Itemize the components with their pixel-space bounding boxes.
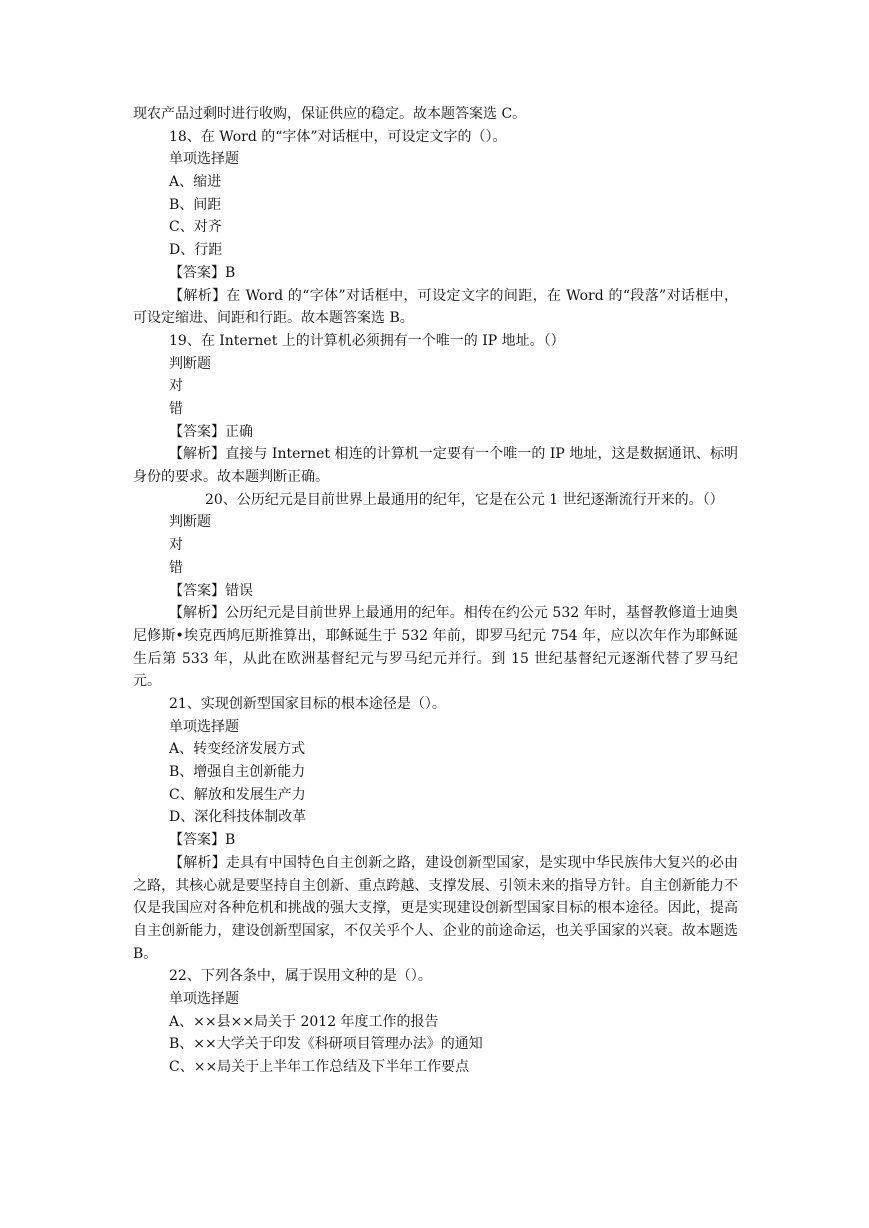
question-type: 单项选择题 <box>169 151 239 168</box>
option-true: 对 <box>169 537 183 554</box>
answer: 【答案】B <box>169 832 236 849</box>
question-type: 单项选择题 <box>169 718 239 735</box>
question-type: 单项选择题 <box>169 991 239 1008</box>
option-b: B、间距 <box>169 196 222 213</box>
question-21-stem: 21、实现创新型国家目标的根本途径是（）。 <box>169 696 446 713</box>
option-b: B、××大学关于印发《科研项目管理办法》的通知 <box>169 1036 483 1053</box>
explanation: 【解析】在 Word 的“字体”对话框中，可设定文字的间距，在 Word 的“段落”对话框中，可设定缩进、间距和行距。故本题答案选 B。 <box>133 287 738 327</box>
option-false: 错 <box>169 400 183 417</box>
question-19-stem: 19、在 Internet 上的计算机必须拥有一个唯一的 IP 地址。（） <box>169 332 565 349</box>
option-false: 错 <box>169 559 183 576</box>
question-type: 判断题 <box>169 355 211 372</box>
option-c: C、解放和发展生产力 <box>169 786 306 803</box>
option-a: A、转变经济发展方式 <box>169 741 306 758</box>
option-a: A、××县××局关于 2012 年度工作的报告 <box>169 1013 439 1030</box>
explanation: 【解析】公历纪元是目前世界上最通用的纪年。相传在约公元 532 年时，基督教修道士迪奥尼修斯•埃克西鸠厄斯推算出，耶稣诞生于 532 年前，即罗马纪元 754 年，应以次年作为耶稣诞生后第 533 年，从此在欧洲基督纪元与罗马纪元并行。到 15 世纪基督纪元逐渐代替了罗马纪元。 <box>133 605 738 690</box>
option-a: A、缩进 <box>169 174 222 191</box>
question-20-stem: 20、公历纪元是目前世界上最通用的纪年，它是在公元 1 世纪逐渐流行开来的。（） <box>205 491 724 508</box>
option-true: 对 <box>169 378 183 395</box>
question-type: 判断题 <box>169 514 211 531</box>
question-18-stem: 18、在 Word 的“字体”对话框中，可设定文字的（）。 <box>169 128 507 145</box>
explanation: 【解析】走具有中国特色自主创新之路，建设创新型国家，是实现中华民族伟大复兴的必由之路，其核心就是要坚持自主创新、重点跨越、支撑发展、引领未来的指导方针。自主创新能力不仅是我国应对各种危机和挑战的强大支撑，更是实现建设创新型国家目标的根本途径。因此，提高自主创新能力，建设创新型国家，不仅关乎个人、企业的前途命运，也关乎国家的兴衰。故本题选 B。 <box>133 854 738 962</box>
option-d: D、行距 <box>169 242 223 259</box>
document-body <box>133 103 738 1079</box>
option-c: C、对齐 <box>169 219 222 236</box>
text-line: 现农产品过剩时进行收购，保证供应的稳定。故本题答案选 C。 <box>133 106 527 122</box>
answer: 【答案】B <box>169 264 236 281</box>
answer: 【答案】错误 <box>169 582 253 599</box>
option-c: C、××局关于上半年工作总结及下半年工作要点 <box>169 1059 470 1076</box>
option-d: D、深化科技体制改革 <box>169 809 307 826</box>
explanation: 【解析】直接与 Internet 相连的计算机一定要有一个唯一的 IP 地址，这是数据通讯、标明身份的要求。故本题判断正确。 <box>133 446 738 486</box>
question-22-stem: 22、下列各条中，属于误用文种的是（）。 <box>169 968 432 985</box>
answer: 【答案】正确 <box>169 423 253 440</box>
option-b: B、增强自主创新能力 <box>169 764 306 781</box>
